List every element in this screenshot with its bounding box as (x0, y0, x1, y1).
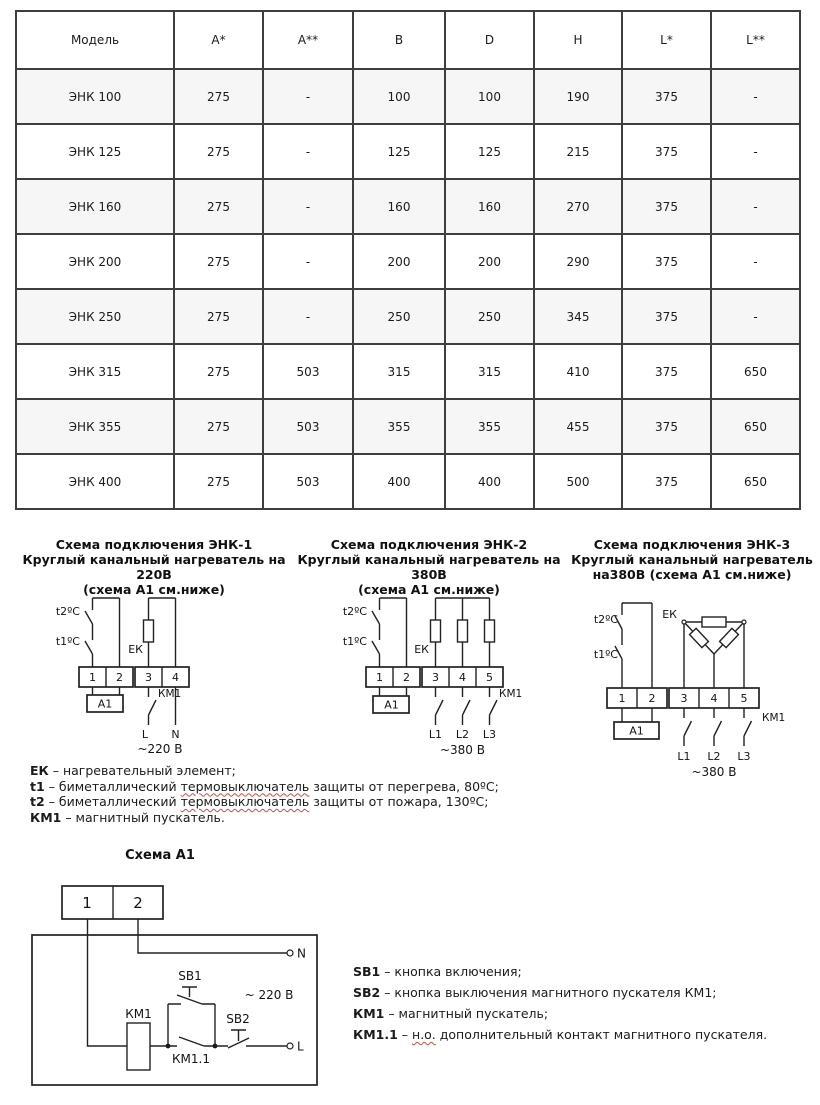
heater-element (702, 617, 726, 627)
heater-element (458, 620, 468, 642)
phase-l-label: L (297, 1039, 304, 1054)
km1-contact (490, 687, 498, 725)
phase-l-label: L (141, 728, 149, 741)
legend-item (30, 810, 570, 826)
cell: 400 (445, 454, 534, 509)
phase-l1-label: L1 (677, 750, 691, 763)
cell: 375 (622, 399, 711, 454)
legend-item (353, 961, 813, 982)
cell: 275 (174, 454, 263, 509)
cell-model: ЭНК 355 (16, 399, 174, 454)
table-row (16, 179, 800, 234)
legend-text: – нагревательный элемент; (48, 763, 236, 778)
sb2-label: SB2 (226, 1012, 250, 1026)
neutral-n-label: N (297, 946, 306, 961)
cell: - (263, 69, 353, 124)
legend-text: дополнительный контакт магнитного пускателя. (435, 1027, 768, 1042)
km1-contact (463, 687, 471, 725)
heater-element-ek (144, 620, 154, 642)
km11-contact-blade (179, 1037, 204, 1046)
thermal-switch-blades (372, 611, 380, 654)
phase-l3-label: L3 (482, 728, 497, 741)
neutral-n-label: N (171, 728, 180, 741)
cell-model: ЭНК 125 (16, 124, 174, 179)
km1-label: КМ1 (499, 688, 523, 700)
wiring-diagram-enk2 (330, 592, 560, 767)
km1-contact (744, 708, 752, 746)
t1-label: t1ºС (342, 635, 367, 648)
phase-l2-label: L2 (707, 750, 721, 763)
sb2-actuator (231, 1030, 246, 1041)
schema-a1-legend (353, 961, 813, 1045)
cell: 250 (353, 289, 445, 344)
cell: - (711, 289, 800, 344)
legend-item (353, 1024, 813, 1045)
cell-model: ЭНК 200 (16, 234, 174, 289)
dimensions-table (15, 10, 801, 510)
legend-term: КМ1 (353, 1006, 385, 1021)
legend-text: – биметаллический (44, 794, 181, 809)
terminal-4: 4 (459, 671, 466, 684)
a1-label: А1 (384, 698, 399, 712)
col-header-l2: L** (711, 11, 800, 69)
cell: 200 (353, 234, 445, 289)
cell: 410 (534, 344, 622, 399)
cell: 503 (263, 399, 353, 454)
cell: 375 (622, 289, 711, 344)
thermal-switch-blades (85, 611, 93, 654)
km1-contact (714, 708, 722, 746)
schema-a1-title: Схема А1 (125, 848, 195, 863)
terminal-1: 1 (618, 692, 626, 705)
table-row (16, 399, 800, 454)
cell: - (263, 289, 353, 344)
cell: 400 (353, 454, 445, 509)
col-header-h: H (534, 11, 622, 69)
legend-underlined-text: термовыключатель (180, 778, 310, 794)
cell: 345 (534, 289, 622, 344)
voltage-label: ~380 В (691, 765, 737, 779)
cell: 160 (353, 179, 445, 234)
node (742, 620, 746, 624)
km1-coil (127, 1023, 150, 1070)
legend-text: – кнопка выключения магнитного пускателя КМ1; (380, 985, 717, 1000)
legend-text: защиты от перегрева, 80ºС; (309, 778, 499, 794)
table-row (16, 69, 800, 124)
legend-item (30, 779, 570, 795)
components-legend (30, 763, 570, 825)
cell: 250 (445, 289, 534, 344)
terminal-3: 3 (680, 692, 688, 705)
cell: 290 (534, 234, 622, 289)
cell: 125 (353, 124, 445, 179)
cell: 275 (174, 234, 263, 289)
title-line: на380В (схема А1 см.ниже) (592, 567, 792, 582)
terminal-1: 1 (89, 671, 96, 684)
t1-label: t1ºС (55, 635, 80, 648)
terminal-2: 2 (133, 894, 143, 912)
cell: 275 (174, 69, 263, 124)
cell: 355 (353, 399, 445, 454)
table-row (16, 454, 800, 509)
col-header-model: Модель (16, 11, 174, 69)
t2-label: t2ºС (593, 613, 618, 626)
cell: 375 (622, 344, 711, 399)
cell-model: ЭНК 400 (16, 454, 174, 509)
legend-term: t1 (30, 778, 45, 794)
title-line: (схема А1 см.ниже) (83, 582, 225, 597)
cell: 650 (711, 454, 800, 509)
legend-term: SB1 (353, 964, 381, 979)
legend-term: SB2 (353, 985, 381, 1000)
cell: 215 (534, 124, 622, 179)
terminal-5: 5 (486, 671, 493, 684)
cell: - (711, 69, 800, 124)
ek-label: ЕК (128, 643, 143, 656)
cell: 275 (174, 344, 263, 399)
cell: 275 (174, 289, 263, 344)
wiring-diagram-enk1 (30, 592, 250, 762)
ek-label: ЕК (414, 643, 429, 656)
title-line: (схема А1 см.ниже) (358, 582, 500, 597)
cell: 275 (174, 124, 263, 179)
col-header-a2: A** (263, 11, 353, 69)
legend-underlined-text: термовыключатель (180, 794, 310, 809)
col-header-l1: L* (622, 11, 711, 69)
legend-underlined-text: н.о. (412, 1027, 436, 1042)
cell: 650 (711, 344, 800, 399)
cell: - (711, 124, 800, 179)
terminal-2: 2 (116, 671, 123, 684)
cell-model: ЭНК 250 (16, 289, 174, 344)
legend-term: ЕК (30, 763, 49, 778)
schema-a1-diagram (25, 880, 365, 1105)
col-header-a1: A* (174, 11, 263, 69)
legend-item (353, 1003, 813, 1024)
terminal-5: 5 (740, 692, 748, 705)
cell-model: ЭНК 160 (16, 179, 174, 234)
cell-model: ЭНК 100 (16, 69, 174, 124)
cell: 375 (622, 454, 711, 509)
legend-text: – (397, 1027, 413, 1042)
km1-contact (436, 687, 444, 725)
km1-label: КМ1 (125, 1007, 152, 1021)
cell-model: ЭНК 315 (16, 344, 174, 399)
wiring-diagram-enk3 (585, 592, 820, 792)
cell: 375 (622, 179, 711, 234)
legend-term: КМ1 (30, 809, 62, 825)
cell: - (263, 234, 353, 289)
n-terminal-circle (287, 950, 293, 956)
diagram2-title (296, 537, 562, 597)
title-line: Схема подключения ЭНК-2 (330, 537, 528, 552)
legend-text: – магнитный пускатель; (384, 1006, 549, 1021)
legend-text: защиты от пожара, 130ºС; (309, 794, 489, 809)
legend-item (30, 763, 570, 779)
terminal-2: 2 (403, 671, 410, 684)
cell: 270 (534, 179, 622, 234)
cell: - (263, 124, 353, 179)
cell: - (711, 179, 800, 234)
terminal-2: 2 (648, 692, 656, 705)
l-terminal-circle (287, 1043, 293, 1049)
voltage-label: ~380 В (439, 743, 486, 757)
legend-text: – магнитный пускатель. (61, 809, 225, 825)
phase-l2-label: L2 (455, 728, 470, 741)
title-line: Схема подключения ЭНК-3 (593, 537, 791, 552)
cell: 100 (353, 69, 445, 124)
col-header-b: B (353, 11, 445, 69)
km1-contact (149, 687, 157, 725)
cell: 503 (263, 454, 353, 509)
ek-label: ЕК (662, 608, 677, 621)
km1-contact (684, 708, 692, 746)
col-header-d: D (445, 11, 534, 69)
sb1-actuator (182, 987, 197, 997)
cell: 190 (534, 69, 622, 124)
cell: 503 (263, 344, 353, 399)
terminal-4: 4 (172, 671, 179, 684)
km1-label: КМ1 (158, 688, 182, 700)
junction-dot (166, 1044, 171, 1049)
diagram3-title (568, 537, 816, 582)
cell: - (711, 234, 800, 289)
heater-element (485, 620, 495, 642)
cell: 275 (174, 179, 263, 234)
cell: 375 (622, 124, 711, 179)
cell: 160 (445, 179, 534, 234)
terminal-3: 3 (432, 671, 439, 684)
table-row (16, 124, 800, 179)
cell: 275 (174, 399, 263, 454)
cell: 375 (622, 69, 711, 124)
cell: 200 (445, 234, 534, 289)
t2-label: t2ºС (55, 605, 80, 618)
cell: 315 (445, 344, 534, 399)
title-line: Круглый канальный нагреватель на 220В (22, 552, 286, 582)
cell: 100 (445, 69, 534, 124)
terminal-1: 1 (82, 894, 92, 912)
cell: 375 (622, 234, 711, 289)
table-row (16, 289, 800, 344)
terminal-3: 3 (145, 671, 152, 684)
table-row (16, 234, 800, 289)
km1-label: КМ1 (762, 712, 786, 724)
km11-label: КМ1.1 (172, 1052, 210, 1066)
diagram1-title (18, 537, 290, 597)
sb1-label: SB1 (178, 969, 202, 983)
node (682, 620, 686, 624)
table-header-row (16, 11, 800, 69)
a1-label: А1 (629, 724, 644, 738)
legend-term: t2 (30, 794, 45, 809)
voltage-label: ~ 220 В (244, 988, 294, 1002)
terminal-1: 1 (376, 671, 383, 684)
t2-label: t2ºС (342, 605, 367, 618)
heater-element (690, 628, 709, 647)
wires (88, 919, 288, 1048)
voltage-label: ~220 В (137, 742, 183, 756)
t1-label: t1ºС (593, 648, 618, 661)
title-line: Схема подключения ЭНК-1 (55, 537, 253, 552)
title-line: Круглый канальный нагреватель (571, 552, 813, 567)
heater-element (431, 620, 441, 642)
cell: 455 (534, 399, 622, 454)
legend-term: КМ1.1 (353, 1027, 398, 1042)
phase-l3-label: L3 (737, 750, 751, 763)
terminal-4: 4 (710, 692, 718, 705)
cell: 355 (445, 399, 534, 454)
heater-element (720, 628, 739, 647)
title-line: Круглый канальный нагреватель на 380В (297, 552, 561, 582)
junction-dot (213, 1044, 218, 1049)
cell: 500 (534, 454, 622, 509)
table-row (16, 344, 800, 399)
legend-text: – кнопка включения; (380, 964, 522, 979)
legend-item (353, 982, 813, 1003)
cell: 650 (711, 399, 800, 454)
phase-l1-label: L1 (428, 728, 443, 741)
legend-text: – биметаллический (44, 778, 181, 794)
legend-item (30, 794, 570, 810)
a1-label: А1 (97, 697, 113, 711)
cell: - (263, 179, 353, 234)
cell: 315 (353, 344, 445, 399)
cell: 125 (445, 124, 534, 179)
